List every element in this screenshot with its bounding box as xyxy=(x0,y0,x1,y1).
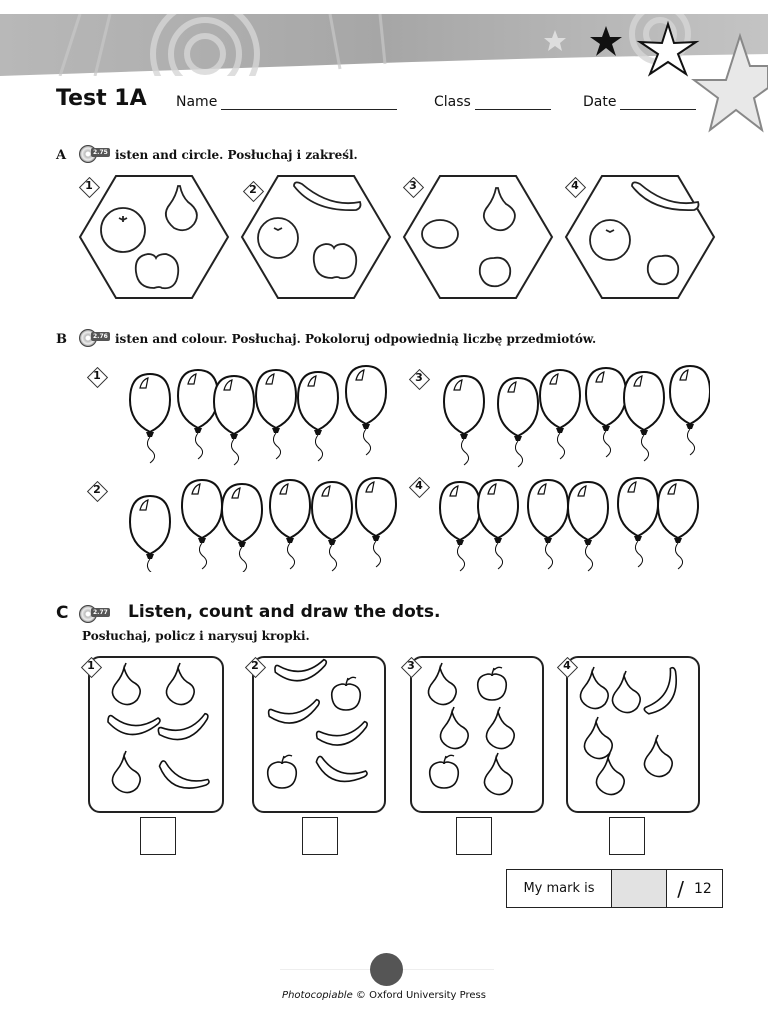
name-field[interactable] xyxy=(176,94,397,110)
date-label: Date xyxy=(583,94,617,110)
date-field[interactable] xyxy=(583,94,696,110)
page-number-dot xyxy=(370,953,403,986)
track-number: 2.77 xyxy=(93,609,108,616)
section-a-letter: A xyxy=(56,148,67,163)
section-b-letter: B xyxy=(56,332,67,347)
item-number-badge: 2 xyxy=(246,658,264,676)
mark-score-field[interactable] xyxy=(612,870,667,907)
track-number: 2.76 xyxy=(93,333,108,340)
answer-box[interactable] xyxy=(302,817,338,855)
item-number-badge: 3 xyxy=(410,370,428,388)
footer xyxy=(0,990,768,1001)
track-number: 2.75 xyxy=(93,149,108,156)
class-label: Class xyxy=(434,94,471,110)
item-number-badge: 1 xyxy=(82,658,100,676)
section-a-fruit-hexagons xyxy=(78,172,720,302)
photocopiable-label: Photocopiable xyxy=(282,990,353,1001)
section-a-instruction: isten and circle. Posłuchaj i zakreśl. xyxy=(115,148,358,162)
answer-box[interactable] xyxy=(140,817,176,855)
item-number-badge: 3 xyxy=(402,658,420,676)
mark-total: / 12 xyxy=(677,876,712,901)
item-number-badge: 1 xyxy=(80,178,98,196)
publisher-label: © Oxford University Press xyxy=(355,990,486,1001)
answer-box[interactable] xyxy=(456,817,492,855)
test-title: Test 1A xyxy=(56,86,147,111)
answer-box[interactable] xyxy=(609,817,645,855)
section-b-instruction: isten and colour. Posłuchaj. Pokoloruj odpowiednią liczbę przedmiotów. xyxy=(115,332,597,346)
item-number-badge: 3 xyxy=(404,178,422,196)
section-c-title: Listen, count and draw the dots. xyxy=(128,602,441,622)
section-c-subtitle: Posłuchaj, policz i narysuj kropki. xyxy=(82,629,310,643)
item-number-badge: 4 xyxy=(566,178,584,196)
name-label: Name xyxy=(176,94,218,110)
section-c-letter: C xyxy=(56,603,69,623)
section-b-balloons xyxy=(120,362,710,572)
mark-table xyxy=(506,869,723,908)
class-field[interactable] xyxy=(434,94,551,110)
section-c-fruit-drawings xyxy=(88,656,698,811)
item-number-badge: 2 xyxy=(88,482,106,500)
title-row xyxy=(56,86,716,118)
mark-label: My mark is xyxy=(507,870,612,907)
item-number-badge: 2 xyxy=(244,182,262,200)
item-number-badge: 4 xyxy=(410,478,428,496)
item-number-badge: 4 xyxy=(558,658,576,676)
item-number-badge: 1 xyxy=(88,368,106,386)
